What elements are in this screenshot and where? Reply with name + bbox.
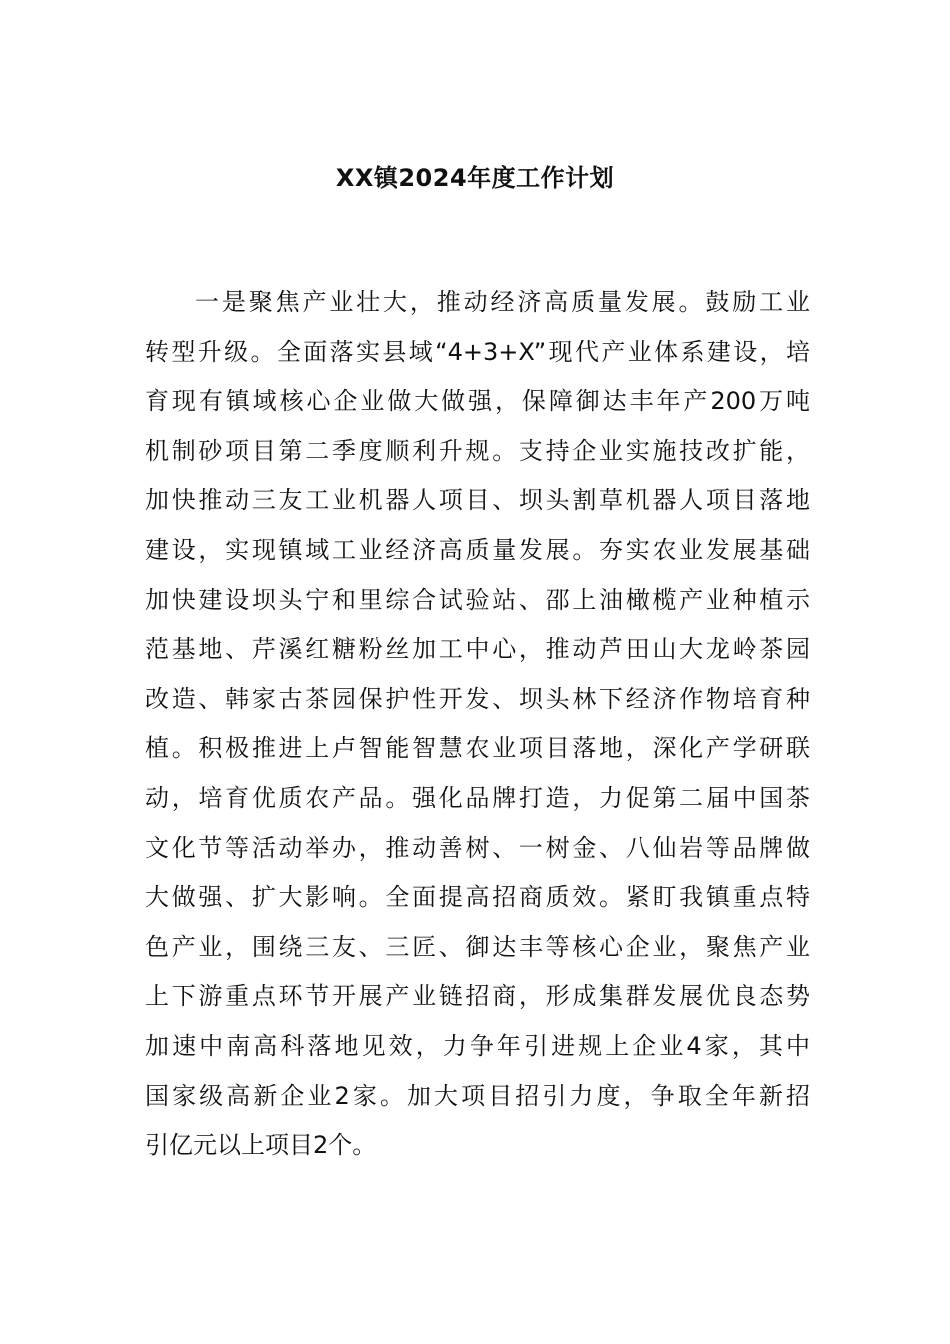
paragraph-line: 加速中南高科落地见效，力争年引进规上企业4家，其中 [145,1031,810,1060]
paragraph-line: 机制砂项目第二季度顺利升规。支持企业实施技改扩能， [145,436,810,465]
paragraph-line: 育现有镇域核心企业做大做强，保障御达丰年产200万吨 [145,387,810,416]
paragraph-line: 植。积极推进上卢智能智慧农业项目落地，深化产学研联 [145,734,810,763]
document-title: XX镇2024年度工作计划 [335,164,615,192]
paragraph-line: 色产业，围绕三友、三匠、御达丰等核心企业，聚焦产业 [145,932,810,961]
paragraph-line: 动，培育优质农产品。强化品牌打造，力促第二届中国茶 [145,783,810,812]
paragraph-line: 大做强、扩大影响。全面提高招商质效。紧盯我镇重点特 [145,883,810,912]
paragraph-line: 上下游重点环节开展产业链招商，形成集群发展优良态势 [145,982,810,1011]
document-paragraph [145,278,810,1171]
paragraph-line: 一是聚焦产业壮大，推动经济高质量发展。鼓励工业 [195,288,810,316]
paragraph-line: 转型升级。全面落实县域“4+3+X”现代产业体系建设，培 [145,337,810,366]
paragraph-line: 范基地、芹溪红糖粉丝加工中心，推动芦田山大龙岭茶园 [145,635,810,664]
paragraph-line: 建设，实现镇域工业经济高质量发展。夯实农业发展基础 [145,535,810,564]
paragraph-line: 改造、韩家古茶园保护性开发、坝头林下经济作物培育种 [145,684,810,713]
paragraph-line: 加快推动三友工业机器人项目、坝头割草机器人项目落地 [145,486,810,515]
paragraph-line: 加快建设坝头宁和里综合试验站、邵上油橄榄产业种植示 [145,585,810,614]
paragraph-line: 国家级高新企业2家。加大项目招引力度，争取全年新招 [145,1081,810,1110]
paragraph-line: 引亿元以上项目2个。 [145,1131,377,1160]
paragraph-line: 文化节等活动举办，推动善树、一树金、八仙岩等品牌做 [145,833,810,862]
